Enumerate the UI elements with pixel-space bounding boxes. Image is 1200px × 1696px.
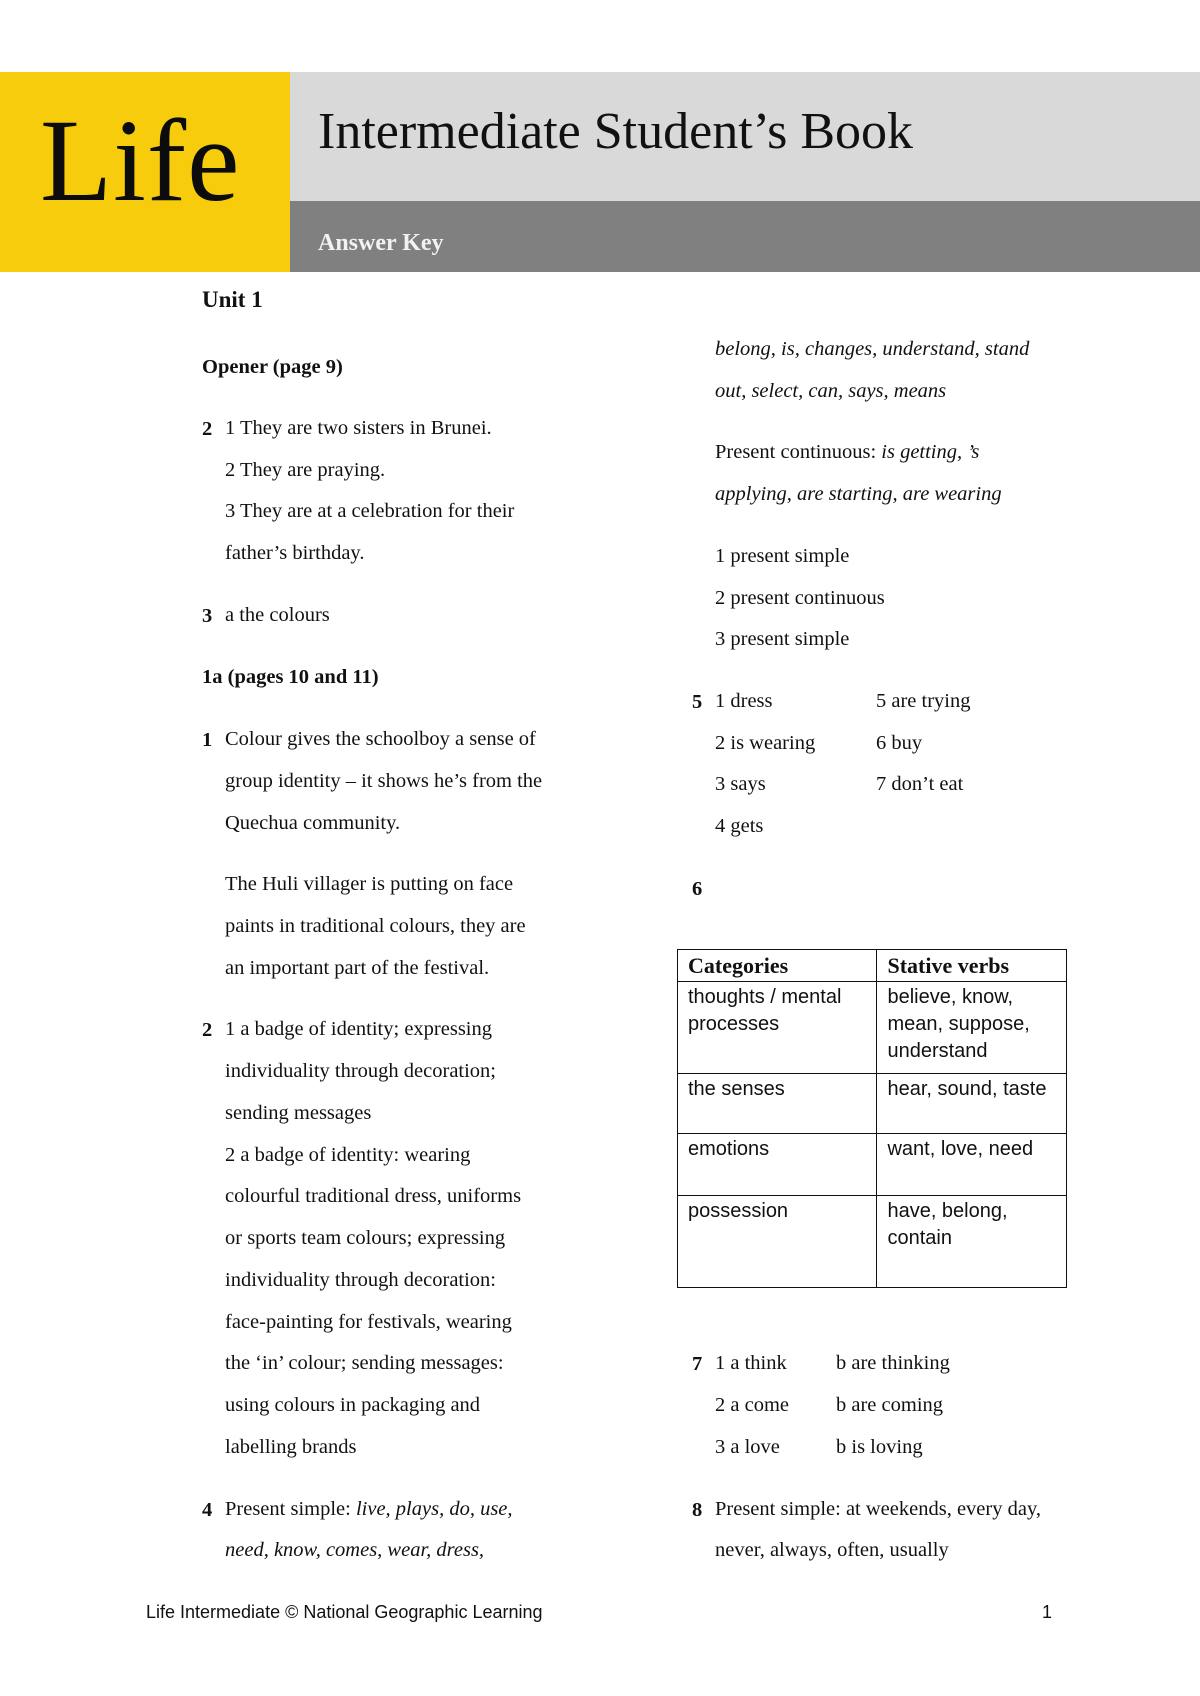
continued-verbs-line: belong, is, changes, understand, stand [715, 338, 1030, 360]
q5-answer: 4 gets [715, 815, 764, 837]
q8-line: Present simple: at weekends, every day, [715, 1498, 1041, 1520]
q1-line: Quechua community. [225, 812, 401, 834]
life-logo: Life [40, 95, 241, 226]
q1-line: group identity – it shows he’s from the [225, 770, 543, 792]
q2-line: 2 They are praying. [225, 459, 386, 481]
q2b-line: or sports team colours; expressing [225, 1227, 506, 1249]
book-title: Intermediate Student’s Book [318, 103, 914, 160]
table-row [678, 981, 1067, 1073]
q5-number: 5 [692, 691, 703, 713]
q4-label: Present simple: [225, 1498, 356, 1520]
q4-number: 4 [202, 1499, 213, 1521]
q7-answer-b: b are thinking [836, 1352, 950, 1374]
q7-answer-b: b are coming [836, 1394, 944, 1416]
q2b-line: the ‘in’ colour; sending messages: [225, 1352, 504, 1374]
q2b-line: individuality through decoration; [225, 1060, 497, 1082]
q8-number: 8 [692, 1499, 703, 1521]
q2b-number: 2 [202, 1019, 213, 1041]
q5-answer: 2 is wearing [715, 732, 816, 754]
table-cell-verbs: believe, know, mean, suppose, understand [877, 981, 1067, 1073]
q3-number: 3 [202, 605, 213, 627]
q2-line: 3 They are at a celebration for their [225, 500, 515, 522]
present-continuous-label: Present continuous: [715, 441, 882, 463]
table-row [678, 1195, 1067, 1287]
footer-copyright: Life Intermediate © National Geographic Learning [146, 1602, 543, 1622]
section-1a-heading: 1a (pages 10 and 11) [202, 666, 379, 688]
q5-answer: 3 says [715, 773, 766, 795]
q1b-line: The Huli villager is putting on face [225, 873, 514, 895]
q5-answer: 6 buy [876, 732, 923, 754]
tense-item: 3 present simple [715, 628, 850, 650]
q1-line: Colour gives the schoolboy a sense of [225, 728, 536, 750]
table-cell-verbs: have, belong, contain [877, 1195, 1067, 1287]
table-header-stative-verbs: Stative verbs [877, 950, 1067, 982]
table-cell-verbs: want, love, need [877, 1133, 1067, 1195]
continued-verbs-line: out, select, can, says, means [715, 380, 947, 402]
stative-verbs-table [677, 949, 1067, 1288]
table-row [678, 1073, 1067, 1133]
tense-item: 2 present continuous [715, 587, 885, 609]
table-header-categories: Categories [678, 950, 877, 982]
q1b-line: an important part of the festival. [225, 957, 490, 979]
q5-answer: 5 are trying [876, 690, 971, 712]
tense-item: 1 present simple [715, 545, 850, 567]
table-cell-category: the senses [678, 1073, 877, 1133]
q2b-line: 2 a badge of identity: wearing [225, 1144, 471, 1166]
q2b-line: sending messages [225, 1102, 372, 1124]
present-continuous-verbs: is getting, ’s [881, 441, 980, 463]
table-cell-category: possession [678, 1195, 877, 1287]
q4-line-1 [225, 1499, 513, 1520]
q2b-line: face-painting for festivals, wearing [225, 1311, 512, 1333]
q5-answer: 1 dress [715, 690, 773, 712]
unit-heading: Unit 1 [202, 287, 263, 312]
q8-line: never, always, often, usually [715, 1539, 949, 1561]
q3-text: a the colours [225, 604, 330, 626]
q6-number: 6 [692, 878, 703, 900]
q2b-line: individuality through decoration: [225, 1269, 497, 1291]
q7-answer-b: b is loving [836, 1436, 923, 1458]
q2-line: father’s birthday. [225, 542, 365, 564]
q2b-line: labelling brands [225, 1436, 357, 1458]
q7-answer-a: 2 a come [715, 1394, 789, 1416]
q2-line: 1 They are two sisters in Brunei. [225, 417, 492, 439]
table-cell-category: emotions [678, 1133, 877, 1195]
q4-line-2: need, know, comes, wear, dress, [225, 1539, 485, 1561]
opener-heading: Opener (page 9) [202, 356, 343, 378]
q7-number: 7 [692, 1353, 703, 1375]
q1-number: 1 [202, 729, 213, 751]
q4-verbs-1: live, plays, do, use, [355, 1498, 513, 1520]
table-cell-category: thoughts / mental processes [678, 981, 877, 1073]
q7-answer-a: 3 a love [715, 1436, 780, 1458]
table-cell-verbs: hear, sound, taste [877, 1073, 1067, 1133]
q2b-line: using colours in packaging and [225, 1394, 481, 1416]
page-number: 1 [1042, 1602, 1053, 1622]
q2b-line: colourful traditional dress, uniforms [225, 1185, 522, 1207]
q5-answer: 7 don’t eat [876, 773, 964, 795]
q2b-line: 1 a badge of identity; expressing [225, 1018, 493, 1040]
q2-number: 2 [202, 418, 213, 440]
q7-answer-a: 1 a think [715, 1352, 787, 1374]
answer-key-label: Answer Key [318, 230, 444, 256]
present-continuous-line-2: applying, are starting, are wearing [715, 483, 1002, 505]
present-continuous-line-1 [715, 442, 979, 463]
q1b-line: paints in traditional colours, they are [225, 915, 526, 937]
table-row [678, 1133, 1067, 1195]
